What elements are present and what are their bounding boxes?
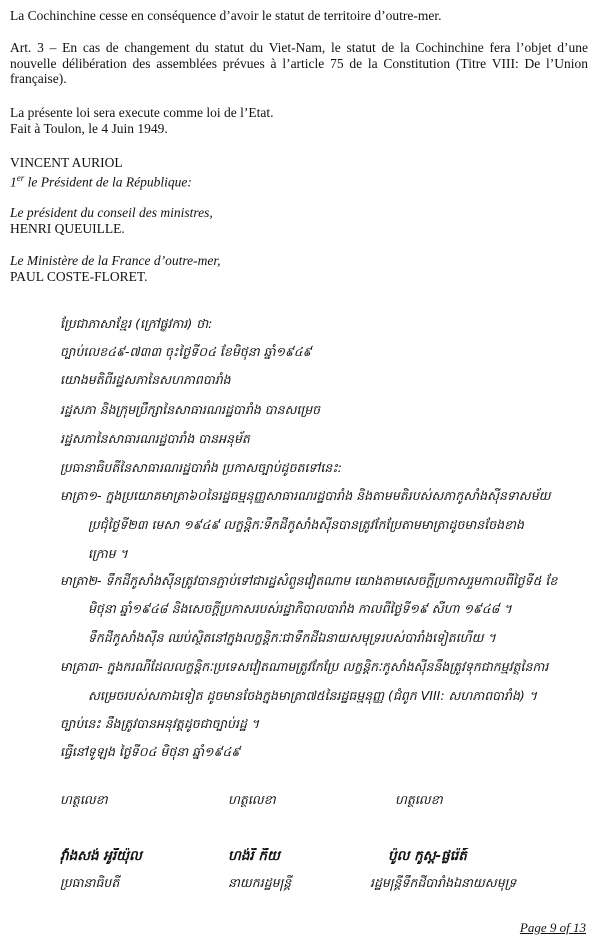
khmer-article-1-line1: មាត្រា១- ក្នុងប្រយោគមាត្រា៦០នៃរដ្ឋធម្មនុញ្ញសាធារណរដ្ឋបារាំង និងតាមមតិរបស់សភាកូសាំងស៊ីនទាសម័យ (60, 488, 551, 503)
khmer-translation-heading: ប្រែជាភាសាខ្មែរ (ក្រៅផ្លូវការ) ថា: (60, 316, 213, 331)
signature-council-president (10, 205, 588, 236)
french-paragraph-consequence (10, 8, 588, 24)
signer-name-auriol: VINCENT AURIOL (10, 155, 123, 170)
khmer-line-union: យោងមតិពីរដ្ឋសភានៃសហភាពបារាំង (60, 372, 231, 387)
article-3-text: Art. 3 – En cas de changement du statut du Viet-Nam, le statut de la Cochinchine fera l’objet d’une nouvelle délibération des assemblées prévues à l’article 75 de la Constitution (Titre VIII: De l’Union française). (10, 40, 588, 86)
khmer-line-assembly-approved: រដ្ឋសភានៃសាធារណរដ្ឋបារាំង បានអនុម័ត (60, 431, 250, 446)
french-execution-block (10, 105, 588, 136)
khmer-line-assembly-council: រដ្ឋសភា និងក្រុមប្រឹក្សានៃសាធារណរដ្ឋបារាំង បានសម្រេច (60, 402, 321, 417)
khmer-article-2-line3: ទឹកដីកូសាំងស៊ីន ឈប់ស្ថិតនៅក្នុងលក្ខន្តិកៈជាទឹកដីឯនាយសមុទ្ររបស់បារាំងទៀតហើយ ។ (88, 630, 496, 645)
french-line-cochinchine: La Cochinchine cesse en conséquence d’avoir le statut de territoire d’outre-mer. (10, 8, 442, 23)
khmer-role-overseas-minister: រដ្ឋមន្ត្រីទឹកដីបារាំងឯនាយសមុទ្រ (370, 875, 517, 890)
signature-overseas-minister (10, 253, 588, 284)
khmer-signer-name-coste-floret: ប៉ូល កូស្ត-ផ្លរ៉េត៍ (388, 848, 467, 864)
khmer-signature-label-2: ហត្ថលេខា (228, 792, 276, 807)
title-superscript: er (16, 172, 25, 183)
title-text: le Président de la République: (24, 174, 192, 189)
signer-title-president (10, 171, 588, 190)
khmer-article-2-line2: មិថុនា ឆ្នាំ១៩៤៨ និងសេចក្តីប្រកាសរបស់រដ្ឋាភិបាលបារាំង កាលពីថ្ងៃទី១៩ សីហា ១៩៤៨ ។ (88, 601, 512, 616)
khmer-article-2-line1: មាត្រា២- ទឹកដីកូសាំងស៊ីនត្រូវបានភ្ជាប់ទៅជារដ្ឋសំពួនវៀតណាម យោងតាមសេចក្តីប្រកាសរួមកាលពីថ្ងៃទី៥ ខែ (60, 573, 558, 588)
khmer-article-1-line2: ប្រជុំថ្ងៃទី២៣ មេសា ១៩៤៩ លក្ខន្តិកៈទឹកដីកូសាំងស៊ីនបានត្រូវកែប្រែតាមមាត្រាដូចមានចែងខាង (88, 517, 524, 532)
khmer-signer-name-auriol: វ៉ាំងសង់ អូរីយ៉ុល (60, 848, 142, 864)
khmer-done-at-toulon: ធ្វើនៅទូឡុង ថ្ងៃទី០៤ មិថុនា ឆ្នាំ១៩៤៩ (60, 744, 241, 759)
khmer-signature-label-3: ហត្ថលេខា (395, 792, 443, 807)
khmer-role-prime-minister: នាយករដ្ឋមន្ត្រី (228, 875, 292, 890)
page-number: Page 9 of 13 (519, 920, 586, 935)
french-article-3 (10, 40, 588, 87)
khmer-role-president: ប្រធានាធិបតី (60, 875, 120, 890)
khmer-article-1-line3: ក្រោម ។ (88, 546, 128, 561)
signer-name-coste-floret: PAUL COSTE-FLORET. (10, 268, 148, 284)
signer-title-overseas: Le Ministère de la France d’outre-mer, (10, 253, 221, 268)
khmer-signature-label-1: ហត្ថលេខា (60, 792, 108, 807)
khmer-signer-name-queuille: ហង់រី កឺយ (228, 848, 280, 864)
title-number: 1 (10, 174, 17, 189)
done-at-toulon: Fait à Toulon, le 4 Juin 1949. (10, 120, 168, 136)
khmer-article-3-line1: មាត្រា៣- ក្នុងករណីដែលលក្ខន្តិកៈប្រទេសវៀតណាមត្រូវកែប្រែ លក្ខន្តិកៈកូសាំងស៊ីននឹងត្រូវទុកជាកម្មវត្ថុនៃការ (60, 659, 549, 674)
execution-text: La présente loi sera execute comme loi de l’Etat. (10, 105, 274, 120)
signature-president (10, 155, 588, 190)
signer-title-council: Le président du conseil des ministres, (10, 205, 213, 220)
khmer-line-president-promulgates: ប្រធានាធិបតីនៃសាធារណរដ្ឋបារាំង ប្រកាសច្បាប់ដូចតទៅនេះ: (60, 460, 342, 475)
khmer-article-3-line2: សម្រេចរបស់សភាឯទៀត ដូចមានចែងក្នុងមាត្រា៧៥នៃរដ្ឋធម្មនុញ្ញ (ជំពូក VIII: សហភាពបារាំង) ។ (88, 688, 538, 703)
khmer-execution-line: ច្បាប់នេះ នឹងត្រូវបានអនុវត្តដូចជាច្បាប់រដ្ឋ ។ (60, 716, 260, 731)
signer-name-queuille: HENRI QUEUILLE. (10, 220, 125, 236)
khmer-law-number: ច្បាប់លេខ៤៩-៧៣៣ ចុះថ្ងៃទី០៤ ខែមិថុនា ឆ្នាំ១៩៤៩ (60, 344, 312, 359)
